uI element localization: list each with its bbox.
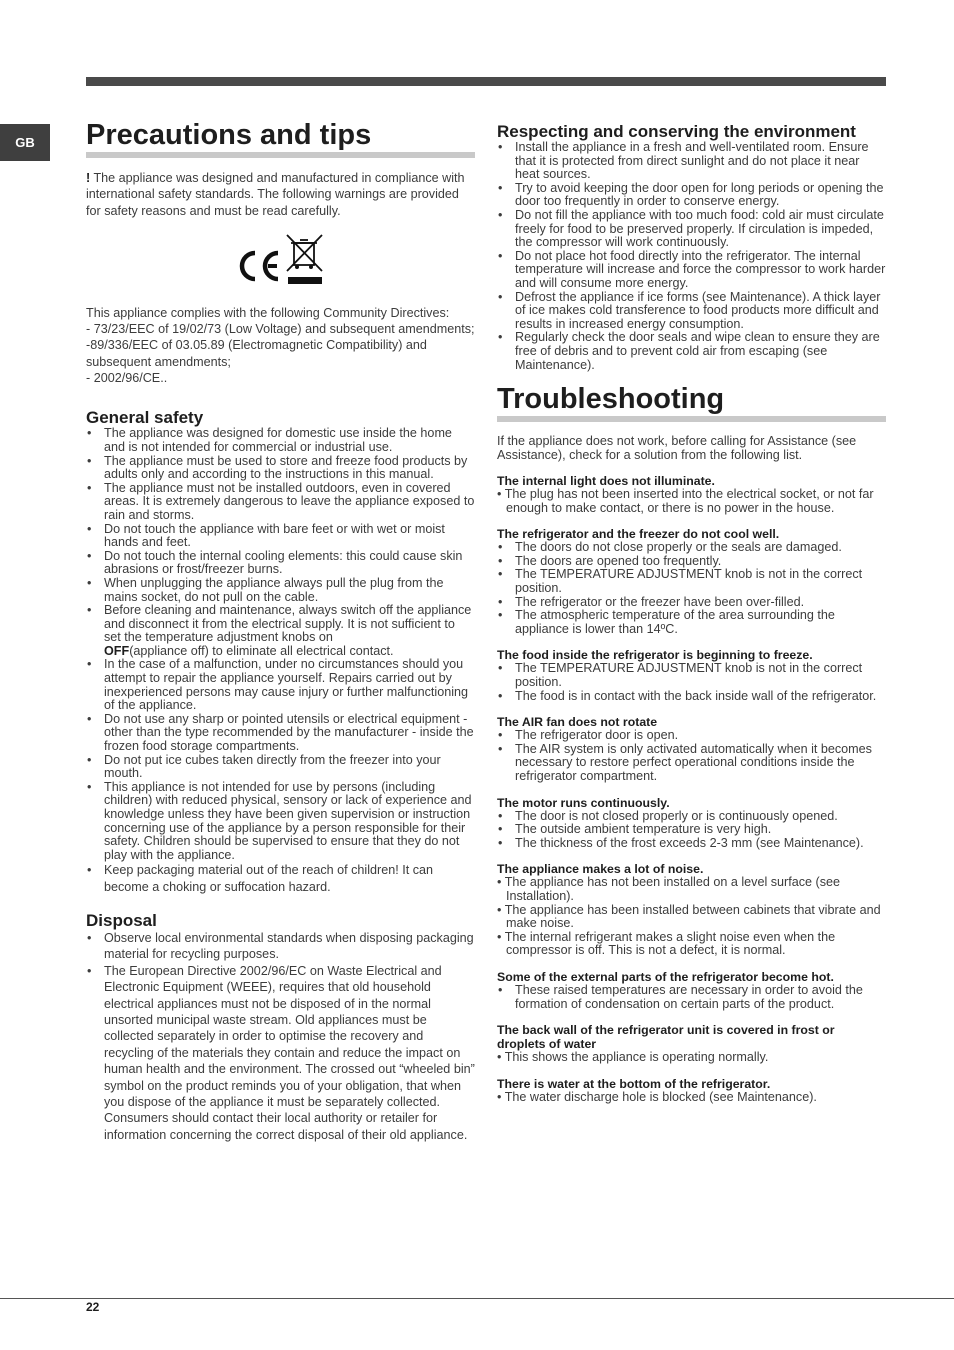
problem-heading: The AIR fan does not rotate	[497, 715, 658, 730]
list-item: • Do not put ice cubes taken directly from the freezer into your mouth.	[86, 754, 475, 781]
problem-heading: There is water at the bottom of the refrigerator.	[497, 1076, 771, 1091]
directives-line: - 73/23/EEC of 19/02/73 (Low Voltage) and subsequent amendments;	[86, 322, 475, 337]
environment-list	[497, 141, 886, 372]
problem-cause: • The appliance has not been installed on a level surface (see Installation).	[497, 875, 841, 903]
problem-entry	[497, 648, 886, 703]
language-tab: GB	[0, 124, 50, 161]
troubleshooting-heading-wrap	[497, 382, 886, 422]
list-item: • Regularly check the door seals and wipe clean to ensure they are free of debris and to prevent cold air from escaping (see Maintenance).	[497, 331, 886, 372]
list-item: • The atmospheric temperature of the area surrounding the appliance is lower than 14ºC.	[497, 609, 886, 636]
problem-cause-text: The water discharge hole is blocked (see Maintenance).	[504, 1089, 817, 1104]
problem-cause: • This shows the appliance is operating normally.	[497, 1050, 769, 1065]
problem-causes	[497, 984, 886, 1011]
left-column	[86, 118, 475, 1143]
directives-line: -89/336/EEC of 03.05.89 (Electromagnetic Compatibility) and subsequent amendments;	[86, 338, 427, 369]
list-item: • Do not place hot food directly into the refrigerator. The internal temperature will increase and force the compressor to work harder and will consume more energy.	[497, 250, 886, 291]
problem-causes	[497, 541, 886, 636]
right-column	[497, 122, 886, 1104]
disposal-list	[86, 930, 475, 1143]
precautions-title: Precautions and tips	[86, 118, 475, 158]
problem-heading: The back wall of the refrigerator unit is covered in frost or droplets of water	[497, 1023, 835, 1052]
problem-cause-text: The appliance has been installed between cabinets that vibrate and make noise.	[504, 902, 881, 931]
problem-heading: The internal light does not illuminate.	[497, 474, 715, 489]
list-item-text: Before cleaning and maintenance, always switch off the appliance and disconnect it from the electrical supply. It is not sufficient to set the temperature adjustment knobs on	[104, 603, 472, 645]
problem-heading: The appliance makes a lot of noise.	[497, 862, 704, 877]
top-rule	[86, 77, 886, 86]
list-item: • Do not touch the internal cooling elements: this could cause skin abrasions or frost/freezer burns.	[86, 550, 475, 577]
problem-cause-text: The internal refrigerant makes a slight noise even when the compressor is off. This is not a defect, it is normal.	[504, 929, 836, 958]
problem-entry	[497, 474, 886, 515]
list-item: • The outside ambient temperature is very high.	[497, 823, 886, 837]
list-item: • Defrost the appliance if ice forms (see Maintenance). A thick layer of ice makes cold transference to food products more difficult and results in increased energy consumption.	[497, 291, 886, 332]
list-item: • Do not use any sharp or pointed utensils or electrical equipment - other than the type recommended by the manufacturer - inside the frozen food storage compartments.	[86, 713, 475, 754]
list-item: • The refrigerator or the freezer have been over-filled.	[497, 596, 886, 610]
disposal-title: Disposal	[86, 910, 157, 930]
list-item: • Try to avoid keeping the door open for long periods or opening the door too frequently in order to conserve energy.	[497, 182, 886, 209]
problem-entry	[497, 527, 886, 636]
problem-cause: • The water discharge hole is blocked (see Maintenance).	[497, 1089, 817, 1104]
list-item: • Install the appliance in a fresh and well-ventilated room. Ensure that it is protected from direct sunlight and do not place it near heat sources.	[497, 141, 886, 182]
list-item: • These raised temperatures are necessary in order to avoid the formation of condensation on certain parts of the product.	[497, 984, 886, 1011]
list-item	[86, 604, 475, 658]
problem-cause-text: The plug has not been inserted into the electrical socket, or not far enough to make contact, or there is no power in the house.	[504, 487, 874, 515]
off-label: OFF	[104, 643, 130, 658]
problem-heading: Some of the external parts of the refrigerator become hot.	[497, 969, 834, 984]
general-safety-title: General safety	[86, 408, 204, 428]
problem-causes	[497, 729, 886, 783]
off-text: (appliance off) to eliminate all electrical contact.	[129, 643, 394, 658]
list-item: • This appliance is not intended for use by persons (including children) with reduced physical, sensory or lack of experience and knowledge unless they have been given supervision or instruction concerning use of the appliance by a person responsible for their safety. Children should be supervised to ensure that they do not play with the appliance.	[86, 781, 475, 863]
list-item: • The TEMPERATURE ADJUSTMENT knob is not in the correct position.	[497, 568, 886, 595]
footer-rule	[0, 1298, 954, 1299]
problem-entry	[497, 1023, 886, 1065]
problem-entry	[497, 862, 886, 958]
directives-block	[86, 305, 475, 386]
intro-text: The appliance was designed and manufactured in compliance with international safety standards. The following warnings are provided for safety reasons and must be read carefully.	[86, 171, 465, 218]
list-item: • The appliance was designed for domestic use inside the home and is not intended for commercial or industrial use.	[86, 427, 475, 454]
list-item: • The thickness of the frost exceeds 2-3 mm (see Maintenance).	[497, 837, 886, 851]
directives-line: - 2002/96/CE..	[86, 371, 168, 386]
list-item: • The food is in contact with the back inside wall of the refrigerator.	[497, 690, 886, 704]
precautions-heading-wrap	[86, 118, 475, 158]
problem-causes	[497, 662, 886, 703]
page-number: 22	[86, 1300, 100, 1314]
list-item: • The appliance must not be installed outdoors, even in covered areas. It is extremely dangerous to leave the appliance exposed to rain and storms.	[86, 482, 475, 523]
problem-heading: The refrigerator and the freezer do not cool well.	[497, 527, 780, 542]
problem-cause-text: The appliance has not been installed on a level surface (see Installation).	[504, 875, 841, 903]
list-item: • Observe local environmental standards when disposing packaging material for recycling purposes.	[86, 930, 475, 963]
list-item: • The door is not closed properly or is continuously opened.	[497, 810, 886, 824]
problem-heading: The motor runs continuously.	[497, 795, 670, 810]
list-item: • The European Directive 2002/96/EC on Waste Electrical and Electronic Equipment (WEEE), requires that old household electrical appliances must not be disposed of in the normal unsorted municipal waste stream. Old appliances must be collected separately in order to optimise the recovery and recycling of the materials they contain and reduce the impact on human health and the environment. The crossed out “wheeled bin” symbol on the product reminds you of your obligation, that when you dispose of the appliance it must be separately collected. Consumers should contact their local authority or retailer for information concerning the correct disposal of their old appliance.	[86, 963, 475, 1143]
warning-mark: !	[86, 171, 91, 185]
problem-entry	[497, 715, 886, 783]
list-item: • When unplugging the appliance always pull the plug from the mains socket, do not pull on the cable.	[86, 577, 475, 604]
list-item: • The doors do not close properly or the seals are damaged.	[497, 541, 886, 555]
problems-list	[497, 474, 886, 1104]
problem-cause: • The plug has not been inserted into the electrical socket, or not far enough to make contact, or there is no power in the house.	[497, 487, 874, 515]
directives-line: This appliance complies with the following Community Directives:	[86, 305, 450, 320]
list-item: • Do not fill the appliance with too much food: cold air must circulate freely for food to be preserved properly. If circulation is impeded, the compressor will work continuously.	[497, 209, 886, 250]
troubleshooting-intro: If the appliance does not work, before calling for Assistance (see Assistance), check for a solution from the following list.	[497, 434, 857, 463]
list-item: • The AIR system is only activated automatically when it becomes necessary to restore perfect operational conditions inside the refrigerator compartment.	[497, 743, 886, 784]
problem-entry	[497, 796, 886, 851]
ce-weee-icon	[236, 233, 326, 289]
intro-paragraph	[86, 170, 475, 219]
problem-entry	[497, 1077, 886, 1105]
list-item: • The appliance must be used to store and freeze food products by adults only and according to the instructions in this manual.	[86, 455, 475, 482]
list-item: • The refrigerator door is open.	[497, 729, 886, 743]
environment-title: Respecting and conserving the environment	[497, 122, 856, 141]
problem-heading: The food inside the refrigerator is beginning to freeze.	[497, 648, 813, 663]
list-item: • Keep packaging material out of the reach of children! It can become a choking or suffocation hazard.	[86, 862, 475, 895]
problem-cause: • The internal refrigerant makes a slight noise even when the compressor is off. This is not a defect, it is normal.	[497, 929, 836, 958]
general-safety-list	[86, 427, 475, 895]
problem-cause: • The appliance has been installed between cabinets that vibrate and make noise.	[497, 902, 881, 931]
problem-entry	[497, 970, 886, 1011]
troubleshooting-title: Troubleshooting	[497, 382, 886, 422]
problem-causes	[497, 810, 886, 851]
list-item: • The TEMPERATURE ADJUSTMENT knob is not in the correct position.	[497, 662, 886, 689]
problem-cause-text: This shows the appliance is operating normally.	[504, 1050, 769, 1065]
list-item: • In the case of a malfunction, under no circumstances should you attempt to repair the appliance yourself. Repairs carried out by inexperienced persons may cause injury or further malfunctioning of the appliance.	[86, 658, 475, 712]
list-item: • The doors are opened too frequently.	[497, 555, 886, 569]
list-item: • Do not touch the appliance with bare feet or with wet or moist hands and feet.	[86, 523, 475, 550]
